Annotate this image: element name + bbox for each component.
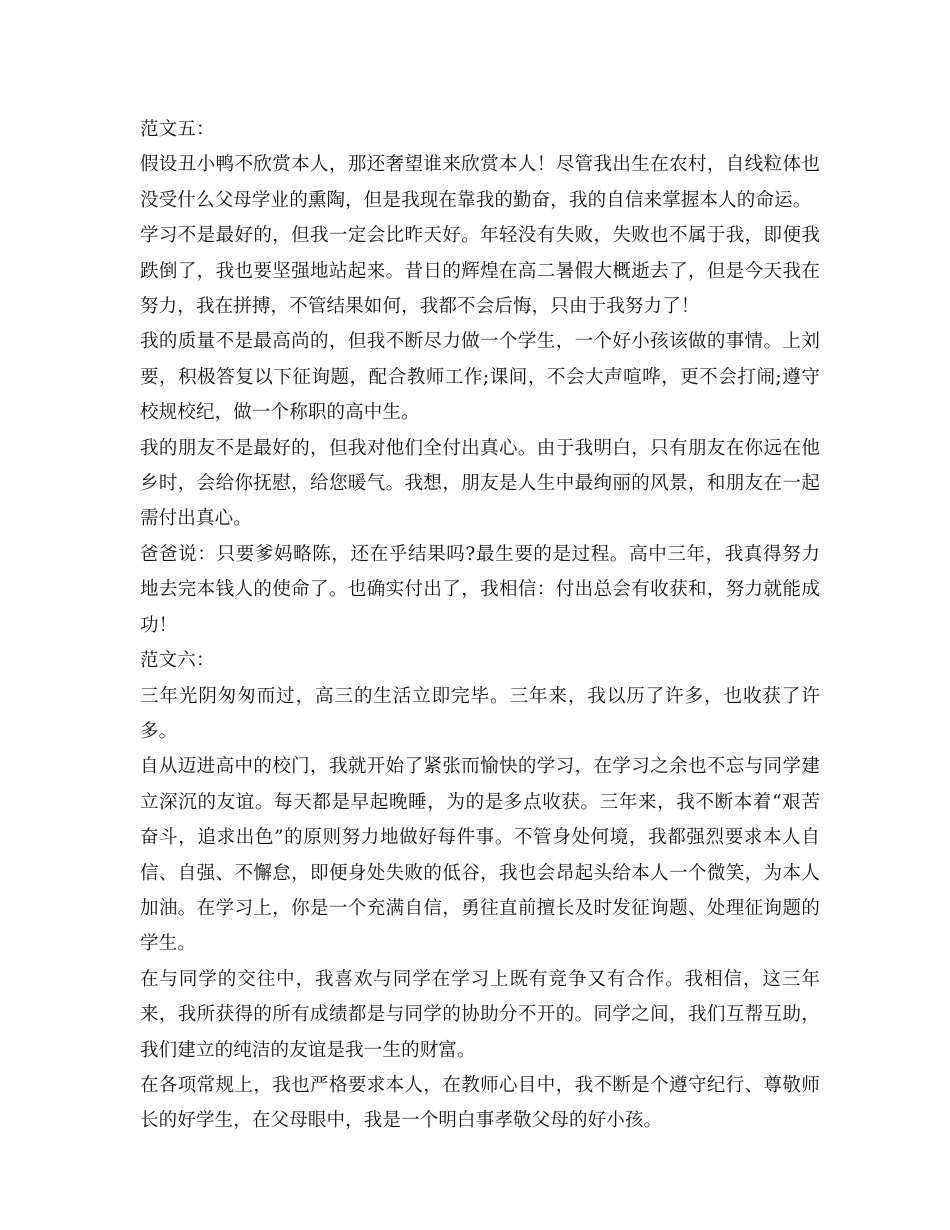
section-heading-5: 范文五：: [140, 119, 215, 140]
paragraph: 在与同学的交往中，我喜欢与同学在学习上既有竞争又有合作。我相信，这三年来，我所获得的所有成绩都是与同学的协助分不开的。同学之间，我们互帮互助，我们建立的纯洁的友谊是我一生的财富。: [140, 968, 820, 1061]
paragraph: 三年光阴匆匆而过，高三的生活立即完毕。三年来，我以历了许多，也收获了许多。: [140, 685, 820, 742]
paragraph: 自从迈进高中的校门，我就开始了紧张而愉快的学习，在学习之余也不忘与同学建立深沉的友谊。每天都是早起晚睡，为的是多点收获。三年来，我不断本着“艰苦奋斗，追求出色”的原则努力地做好每件事。不管身处何境，我都强烈要求本人自信、自强、不懈怠，即便身处失败的低谷，我也会昂起头给本人一个微笑，为本人加油。在学习上，你是一个充满自信，勇往直前擅长及时发征询题、处理征询题的学生。: [140, 756, 820, 955]
paragraph: 我的质量不是最高尚的，但我不断尽力做一个学生，一个好小孩该做的事情。上刘要，积极答复以下征询题，配合教师工作;课间，不会大声喧哗，更不会打闹;遵守校规校纪，做一个称职的高中生。: [140, 331, 820, 424]
paragraph: 假设丑小鸭不欣赏本人，那还奢望谁来欣赏本人！尽管我出生在农村，自线粒体也没受什么父母学业的熏陶，但是我现在靠我的勤奋，我的自信来掌握本人的命运。: [140, 154, 820, 211]
paragraph: 我的朋友不是最好的，但我对他们全付出真心。由于我明白，只有朋友在你远在他乡时，会给你抚慰，给您暖气。我想，朋友是人生中最绚丽的风景，和朋友在一起需付出真心。: [140, 437, 820, 530]
paragraph: 学习不是最好的，但我一定会比昨天好。年轻没有失败，失败也不属于我，即便我跌倒了，我也要坚强地站起来。昔日的辉煌在高二暑假大概逝去了，但是今天我在努力，我在拼搏，不管结果如何，我都不会后悔，只由于我努力了！: [140, 225, 820, 318]
section-heading-6: 范文六：: [140, 650, 215, 672]
document-body: [140, 112, 820, 1139]
paragraph: 爸爸说：只要爹妈略陈，还在乎结果吗?最生要的是过程。高中三年，我真得努力地去完本钱人的使命了。也确实付出了，我相信：付出总会有收获和，努力就能成功！: [140, 543, 820, 636]
paragraph: 在各项常规上，我也严格要求本人，在教师心目中，我不断是个遵守纪行、尊敬师长的好学生，在父母眼中，我是一个明白事孝敬父母的好小孩。: [140, 1074, 820, 1132]
